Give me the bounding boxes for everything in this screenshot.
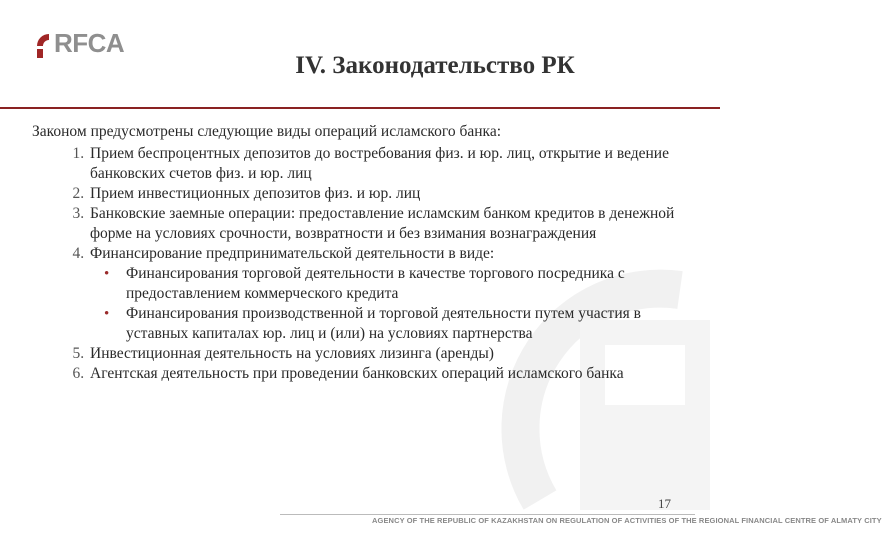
footer-divider xyxy=(280,514,695,515)
sub-list xyxy=(90,264,692,344)
list-item: 4. Финансирование предпринимательской деятельности в виде: • Финансирования торговой деятельности в качестве торгового посредника с предоставлением коммерческого кредита • Финансирования производственной и торговой деятельности путем участия в уставных капиталах юр. лиц и (или) на условиях партнерства xyxy=(88,244,692,344)
slide-content xyxy=(32,122,692,384)
bullet-icon: • xyxy=(104,266,110,282)
page-number: 17 xyxy=(658,496,671,511)
bullet-icon: • xyxy=(104,306,110,322)
intro-text: Законом предусмотрены следующие виды операций исламского банка: xyxy=(32,123,502,140)
logo-text: RFCA xyxy=(54,28,125,58)
footer-agency-text: AGENCY OF THE REPUBLIC OF KAZAKHSTAN ON REGULATION OF ACTIVITIES OF THE REGIONAL FINANCIAL CENTRE OF ALMATY CITY xyxy=(372,516,882,525)
operations-list xyxy=(32,144,692,384)
list-item: 6. Агентская деятельность при проведении банковских операций исламского банка xyxy=(88,364,692,384)
title-divider xyxy=(0,107,720,109)
sub-list-item: • Финансирования торговой деятельности в качестве торгового посредника с предоставлением коммерческого кредита xyxy=(104,265,625,302)
list-item: 5. Инвестиционная деятельность на условиях лизинга (аренды) xyxy=(88,344,692,364)
list-item: 1. Прием беспроцентных депозитов до востребования физ. и юр. лиц, открытие и ведение банковских счетов физ. и юр. лиц xyxy=(88,144,692,184)
list-item: 3. Банковские заемные операции: предоставление исламским банком кредитов в денежной форме на условиях срочности, возвратности и без взимания вознаграждения xyxy=(88,204,692,244)
list-item: 2. Прием инвестиционных депозитов физ. и юр. лиц xyxy=(88,184,692,204)
page-title: IV. Законодательство РК xyxy=(295,52,575,79)
sub-list-item: • Финансирования производственной и торговой деятельности путем участия в уставных капиталах юр. лиц и (или) на условиях партнерства xyxy=(104,305,641,342)
